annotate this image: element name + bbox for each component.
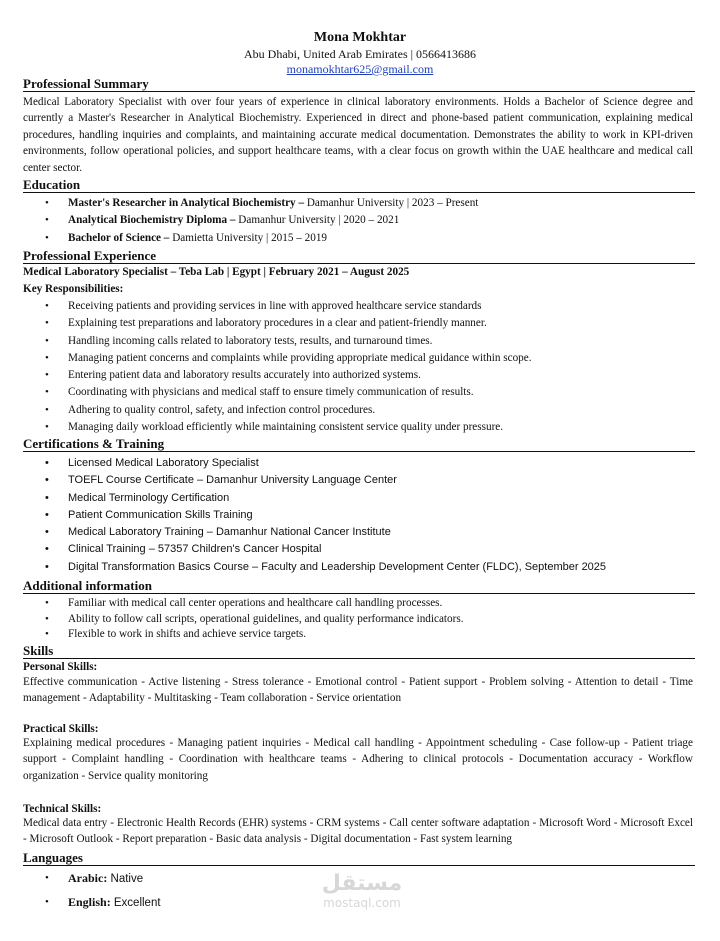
language-name: Arabic:: [68, 871, 108, 885]
education-item: [23, 195, 693, 212]
personal-skills-heading: Personal Skills:: [23, 661, 98, 673]
candidate-name: Mona Mokhtar: [313, 30, 407, 45]
responsibilities-heading: Key Responsibilities:: [23, 283, 124, 295]
education-detail: Damietta University | 2015 – 2019: [169, 231, 328, 244]
list-item: • Flexible to work in shifts and achieve service targets.: [23, 627, 693, 643]
languages-heading: Languages: [23, 850, 695, 866]
education-title: Master's Researcher in Analytical Biochemistry –: [68, 197, 305, 209]
list-item: • Ability to follow call scripts, operational guidelines, and quality performance indicators.: [23, 612, 693, 628]
language-level: Excellent: [110, 897, 161, 909]
list-item: • Licensed Medical Laboratory Specialist: [23, 455, 693, 472]
certifications-list: [23, 455, 693, 576]
list-item: • Patient Communication Skills Training: [23, 507, 693, 524]
list-item: • Clinical Training – 57357 Children's Cancer Hospital: [23, 541, 693, 558]
education-title: Bachelor of Science –: [68, 231, 170, 244]
education-detail: Damanhur University | 2023 – Present: [304, 197, 479, 209]
personal-skills-text: Effective communication - Active listening - Stress tolerance - Emotional control - Patient support - Problem solving - Attention to detail - Time management - Adaptability - Multitasking - Team collaboration - Service orientation: [23, 676, 693, 705]
technical-skills-text: Medical data entry - Electronic Health Records (EHR) systems - CRM systems - Call center software adaptation - Microsoft Word - Microsoft Excel - Microsoft Outlook - Report preparation - Basic data analysis - Digital documentation - Fast system learning: [23, 817, 693, 846]
job-title: Medical Laboratory Specialist – Teba Lab | Egypt | February 2021 – August 2025: [23, 266, 410, 278]
education-list: [23, 195, 693, 247]
list-item: • Adhering to quality control, safety, and infection control procedures.: [23, 402, 693, 419]
watermark-logo: [312, 872, 412, 910]
additional-heading: Additional information: [23, 578, 695, 594]
list-item: • Handling incoming calls related to laboratory tests, results, and turnaround times.: [23, 333, 693, 350]
watermark-latin: mostaql.com: [323, 896, 401, 910]
list-item: • Medical Terminology Certification: [23, 490, 693, 507]
list-item: • Entering patient data and laboratory results accurately into authorized systems.: [23, 367, 693, 384]
experience-heading: Professional Experience: [23, 248, 695, 264]
skills-heading: Skills: [23, 643, 695, 659]
technical-skills-heading: Technical Skills:: [23, 803, 102, 815]
language-name: English:: [68, 895, 111, 909]
additional-list: [23, 596, 693, 643]
email-link[interactable]: monamokhtar625@gmail.com: [286, 62, 434, 76]
education-detail: Damanhur University | 2020 – 2021: [235, 214, 400, 227]
list-item: • TOEFL Course Certificate – Damanhur University Language Center: [23, 472, 693, 489]
language-level: Native: [107, 873, 144, 885]
certifications-heading: Certifications & Training: [23, 436, 695, 452]
education-item: [23, 212, 693, 229]
contact-line: Abu Dhabi, United Arab Emirates | 0566413686: [243, 47, 477, 61]
practical-skills-text: Explaining medical procedures - Managing patient inquiries - Medical call handling - Appointment scheduling - Case follow-up - Patient triage support - Complaint handling - Coordination with healthcare teams - Adhering to clinical protocols - Documentation accuracy - Workflow organization - Service quality monitoring: [23, 737, 693, 782]
list-item: • Explaining test preparations and laboratory procedures in a clear and patient-friendly manner.: [23, 315, 693, 332]
list-item: • Managing daily workload efficiently while maintaining consistent service quality under pressure.: [23, 419, 693, 436]
list-item: • Managing patient concerns and complaints while providing appropriate medical guidance within scope.: [23, 350, 693, 367]
summary-heading: Professional Summary: [23, 76, 695, 92]
list-item: • Familiar with medical call center operations and healthcare call handling processes.: [23, 596, 693, 612]
list-item: • Digital Transformation Basics Course – Faculty and Leadership Development Center (FLDC), September 2025: [23, 559, 693, 576]
education-item: [23, 230, 693, 247]
summary-text: Medical Laboratory Specialist with over four years of experience in clinical laboratory environments. Holds a Bachelor of Science degree and currently a Master's Researcher in Analytical Biochemistry. Experienced in direct and phone-based patient communication, explaining medical procedures, handling inquiries and complaints, and maintaining accurate medical documentation. Demonstrates the ability to work in KPI-driven environments, follow operational policies, and support healthcare teams, with a clear focus on growth within the UAE healthcare and medical call center sector.: [23, 96, 693, 174]
list-item: • Receiving patients and providing services in line with approved healthcare service standards: [23, 298, 693, 315]
list-item: • Medical Laboratory Training – Damanhur National Cancer Institute: [23, 524, 693, 541]
education-title: Analytical Biochemistry Diploma –: [68, 214, 236, 227]
watermark-arabic: مستقل: [321, 871, 403, 896]
practical-skills-heading: Practical Skills:: [23, 723, 99, 735]
responsibilities-list: [23, 298, 693, 436]
education-heading: Education: [23, 177, 695, 193]
list-item: • Coordinating with physicians and medical staff to ensure timely communication of results.: [23, 384, 693, 401]
